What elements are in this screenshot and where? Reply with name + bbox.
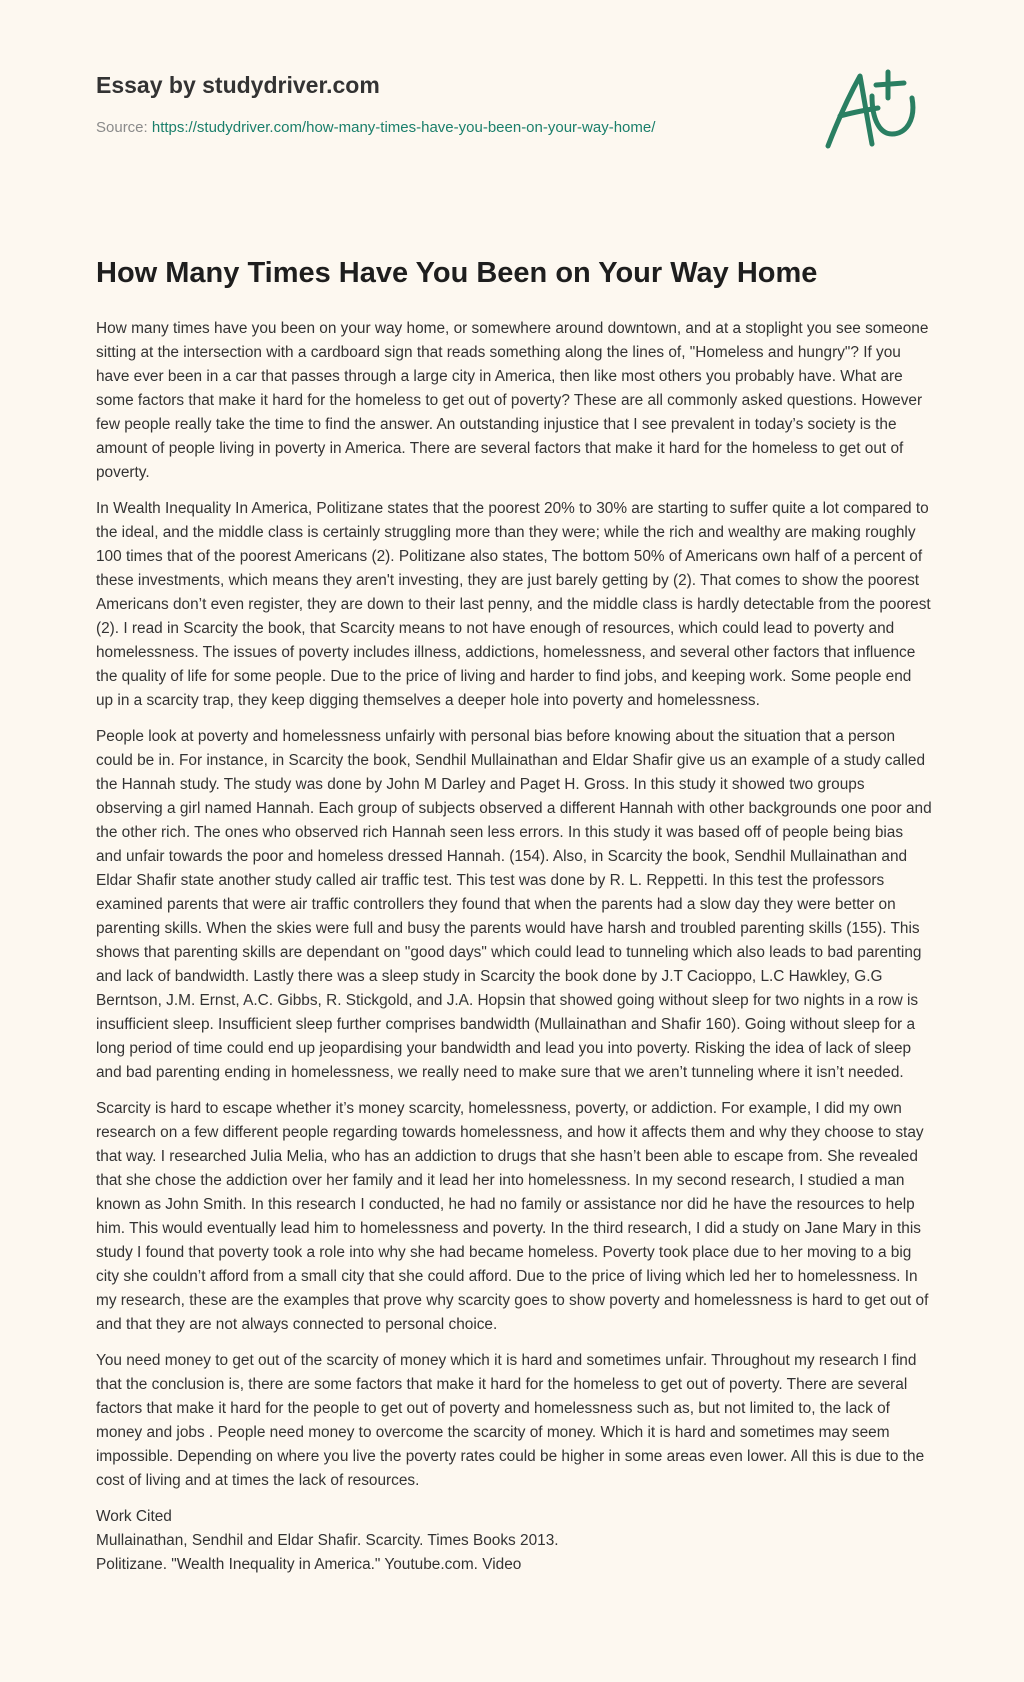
- essay-paragraph-1: How many times have you been on your way home, or somewhere around downtown, and at a stoplight you see someone sitting at the intersection with a cardboard sign that reads something along the lines of, "Homeless and hungry"? If you have ever been in a car that passes through a large city in America, then like most others you probably have. What are some factors that make it hard for the homeless to get out of poverty? These are all commonly asked questions. However few people really take the time to find the answer. An outstanding injustice that I see prevalent in today’s society is the amount of people living in poverty in America. There are several factors that make it hard for the homeless to get out of poverty.: [96, 320, 929, 481]
- site-title: Essay by studydriver.com: [96, 72, 380, 98]
- essay-title: How Many Times Have You Been on Your Way Home: [96, 257, 818, 289]
- works-cited-heading: Work Cited: [96, 1508, 172, 1525]
- essay-paragraph-5: You need money to get out of the scarcity of money which it is hard and sometimes unfair. Throughout my research I find that the conclusion is, there are some factors that make it hard for the homeless to get out of poverty. There are several factors that make it hard for the people to get out of poverty and homelessness such as, but not limited to, the lack of money and jobs . People need money to overcome the scarcity of money. Which it is hard and sometimes may seem impossible. Depending on where you live the poverty rates could be higher in some areas even lower. All this is due to the cost of living and at times the lack of resources.: [96, 1352, 925, 1489]
- essay-paragraph-3: People look at poverty and homelessness unfairly with personal bias before knowing about the situation that a person could be in. For instance, in Scarcity the book, Sendhil Mullainathan and Eldar Shafir give us an example of a study called the Hannah study. The study was done by John M Darley and Paget H. Gross. In this study it showed two groups observing a girl named Hannah. Each group of subjects observed a different Hannah with other backgrounds one poor and the other rich. The ones who observed rich Hannah seen less errors. In this study it was based off of people being bias and unfair towards the poor and homeless dressed Hannah. (154). Also, in Scarcity the book, Sendhil Mullainathan and Eldar Shafir state another study called air traffic test. This test was done by R. L. Reppetti. In this test the professors examined parents that were air traffic controllers they found that when the parents had a slow day they were better on parenting skills. When the skies were full and busy the parents would have harsh and troubled parenting skills (155). This shows that parenting skills are dependant on "good days" which could lead to tunneling which also leads to bad parenting and lack of bandwidth. Lastly there was a sleep study in Scarcity the book done by J.T Cacioppo, L.C Hawkley, G.G Berntson, J.M. Ernst, A.C. Gibbs, R. Stickgold, and J.A. Hopsin that showed going without sleep for two nights in a row is insufficient sleep. Insufficient sleep further comprises bandwidth (Mullainathan and Shafir 160). Going without sleep for a long period of time could end up jeopardising your bandwidth and lead you into poverty. Risking the idea of lack of sleep and bad parenting ending in homelessness, we really need to make sure that we aren’t tunneling where it isn’t needed.: [96, 728, 932, 1081]
- essay-content: [96, 255, 932, 1577]
- a-plus-logo: [820, 68, 932, 168]
- source-link[interactable]: https://studydriver.com/how-many-times-have-you-been-on-your-way-home/: [151, 119, 656, 136]
- page-header: [96, 72, 796, 136]
- works-cited: [96, 1505, 932, 1577]
- source-label: Source:: [96, 119, 148, 136]
- a-plus-logo-icon: [820, 68, 932, 168]
- source-line: [96, 119, 796, 136]
- essay-paragraph-2: In Wealth Inequality In America, Politizane states that the poorest 20% to 30% are starting to suffer quite a lot compared to the ideal, and the middle class is certainly struggling more than they were; while the rich and wealthy are making roughly 100 times that of the poorest Americans (2). Politizane also states, The bottom 50% of Americans own half of a percent of these investments, which means they aren't investing, they are just barely getting by (2). That comes to show the poorest Americans don’t even register, they are down to their last penny, and the middle class is hardly detectable from the poorest (2). I read in Scarcity the book, that Scarcity means to not have enough of resources, which could lead to poverty and homelessness. The issues of poverty includes illness, addictions, homelessness, and several other factors that influence the quality of life for some people. Due to the price of living and harder to find jobs, and keeping work. Some people end up in a scarcity trap, they keep digging themselves a deeper hole into poverty and homelessness.: [96, 500, 931, 709]
- works-cited-entry: Mullainathan, Sendhil and Eldar Shafir. Scarcity. Times Books 2013.: [96, 1532, 559, 1549]
- essay-paragraph-4: Scarcity is hard to escape whether it’s money scarcity, homelessness, poverty, or addiction. For example, I did my own research on a few different people regarding towards homelessness, and how it affects them and why they choose to stay that way. I researched Julia Melia, who has an addiction to drugs that she hasn’t been able to escape from. She revealed that she chose the addiction over her family and it lead her into homelessness. In my second research, I studied a man known as John Smith. In this research I conducted, he had no family or assistance nor did he have the resources to help him. This would eventually lead him to homelessness and poverty. In the third research, I did a study on Jane Mary in this study I found that poverty took a role into why she had became homeless. Poverty took place due to her moving to a big city she couldn’t afford from a small city that she could afford. Due to the price of living which led her to homelessness. In my research, these are the examples that prove why scarcity goes to show poverty and homelessness is hard to get out of and that they are not always connected to personal choice.: [96, 1100, 929, 1333]
- works-cited-entry: Politizane. "Wealth Inequality in America." Youtube.com. Video: [96, 1556, 522, 1573]
